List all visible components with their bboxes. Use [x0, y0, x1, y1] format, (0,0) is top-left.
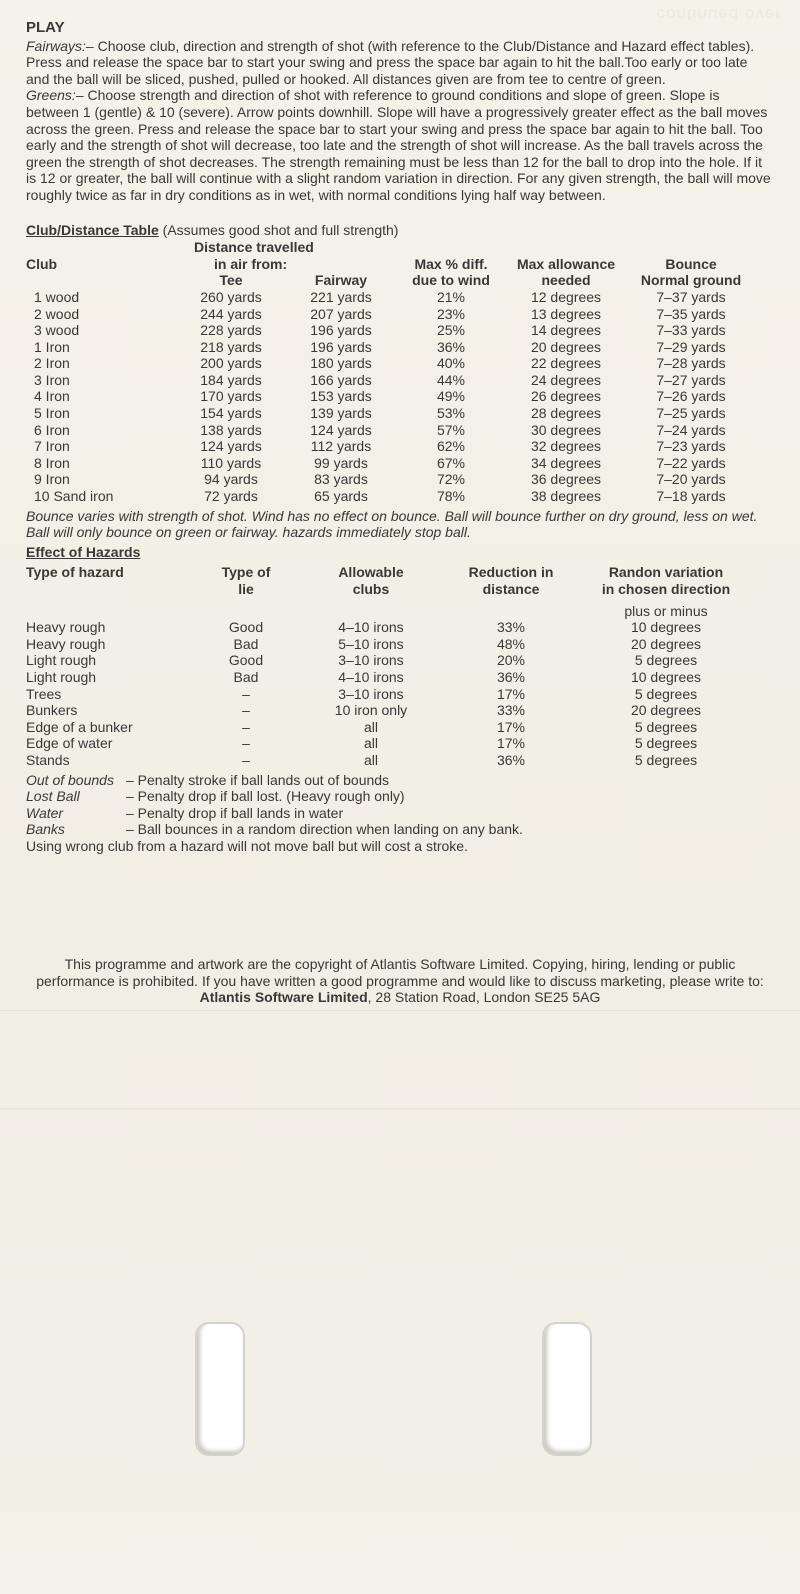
wind-cell: 40%: [436, 355, 466, 372]
greens-paragraph: [26, 87, 774, 203]
reduction-header-2: distance: [482, 581, 540, 597]
clubs-cell: all: [363, 751, 378, 768]
club-cell: 1 wood: [34, 288, 80, 305]
club-cell: 6 Iron: [34, 421, 70, 438]
fairway-cell: 153 yards: [310, 388, 372, 405]
bounce-header-2: Normal ground: [640, 272, 742, 289]
table-row: [26, 289, 756, 306]
wind-cell: 21%: [436, 288, 466, 305]
hazard-key-label: Lost Ball: [26, 788, 80, 805]
play-heading: PLAY: [26, 19, 65, 36]
allowance-cell: 26 degrees: [530, 388, 602, 405]
hazard-type-cell: Heavy rough: [26, 635, 106, 652]
wind-cell: 25%: [436, 322, 466, 339]
fairway-cell: 221 yards: [310, 288, 372, 305]
wind-cell: 53%: [436, 405, 466, 422]
table-row: [26, 438, 756, 455]
cassette-slot-left: [195, 1322, 245, 1456]
table-row: [26, 388, 756, 405]
bounce-cell: 7–29 yards: [656, 338, 726, 355]
hazard-type-cell: Trees: [26, 685, 62, 702]
copyright-text: This programme and artwork are the copyright of Atlantis Software Limited. Copying, hiring, lending or public performance is prohibited. If you have written a good programme and would like to discuss marketing, please write to:: [36, 956, 764, 989]
club-cell: 1 Iron: [34, 338, 70, 355]
fold-line: [0, 1108, 800, 1110]
tee-cell: 110 yards: [200, 454, 262, 471]
table-row: [26, 405, 756, 422]
allowance-cell: 22 degrees: [530, 355, 602, 372]
hazard-key-text: – Penalty drop if ball lands in water: [126, 804, 344, 821]
table-row: [26, 619, 756, 636]
variation-cell: 5 degrees: [634, 685, 698, 702]
table-header-row: [26, 239, 756, 256]
hazard-key-label: Water: [26, 804, 64, 821]
hazard-key-text: – Penalty drop if ball lost. (Heavy rough only): [126, 788, 405, 805]
table-header-row: [26, 272, 756, 289]
hazards-table-body: [26, 619, 756, 768]
variation-cell: 5 degrees: [634, 735, 698, 752]
greens-label: Greens:: [26, 87, 76, 104]
tee-cell: 170 yards: [200, 388, 262, 405]
table-row: [26, 636, 756, 653]
tee-cell: 228 yards: [200, 322, 262, 339]
bounce-cell: 7–28 yards: [656, 355, 726, 372]
lie-cell: –: [242, 702, 250, 719]
club-header: Club: [26, 255, 58, 272]
tee-cell: 260 yards: [200, 288, 262, 305]
reduction-cell: 17%: [496, 685, 526, 702]
fairway-cell: 207 yards: [310, 305, 372, 322]
hazard-type-cell: Edge of water: [26, 735, 113, 752]
reduction-cell: 17%: [496, 718, 526, 735]
lie-cell: –: [242, 735, 250, 752]
variation-cell: 5 degrees: [634, 652, 698, 669]
fairway-cell: 99 yards: [314, 454, 368, 471]
show-through-text: continued over: [656, 5, 782, 24]
club-cell: 4 Iron: [34, 388, 70, 405]
table-header-row: [26, 598, 756, 620]
clubs-cell: 4–10 irons: [338, 619, 404, 636]
table-header-row: [26, 581, 756, 598]
allowance-cell: 32 degrees: [530, 438, 602, 455]
bounce-cell: 7–33 yards: [656, 322, 726, 339]
wind-cell: 67%: [436, 454, 466, 471]
hazard-key: [26, 772, 774, 838]
bounce-cell: 7–22 yards: [656, 454, 726, 471]
table-row: [26, 322, 756, 339]
allowance-cell: 34 degrees: [530, 454, 602, 471]
company-address: , 28 Station Road, London SE25 5AG: [367, 989, 601, 1006]
fairway-cell: 139 yards: [310, 405, 372, 422]
hazard-key-text: – Penalty stroke if ball lands out of bounds: [126, 771, 390, 788]
fairways-paragraph: [26, 38, 774, 88]
tee-cell: 244 yards: [200, 305, 262, 322]
bounce-cell: 7–26 yards: [656, 388, 726, 405]
table-row: [26, 488, 756, 505]
distance-header-1: Distance travelled: [194, 239, 314, 256]
club-cell: 2 wood: [34, 305, 80, 322]
variation-cell: 5 degrees: [634, 751, 698, 768]
club-cell: 10 Sand iron: [34, 488, 114, 505]
tee-cell: 200 yards: [200, 355, 262, 372]
hazard-type-cell: Stands: [26, 751, 70, 768]
bounce-cell: 7–23 yards: [656, 438, 726, 455]
table-row: [26, 306, 756, 323]
main-content: [26, 20, 774, 855]
hazard-key-label: Banks: [26, 821, 65, 838]
lie-cell: –: [242, 685, 250, 702]
tee-cell: 218 yards: [200, 338, 262, 355]
variation-header-1: Randon variation: [608, 564, 724, 581]
lie-cell: –: [242, 751, 250, 768]
variation-cell: 5 degrees: [634, 718, 698, 735]
wind-cell: 57%: [436, 421, 466, 438]
hazards-table: [26, 564, 756, 768]
club-table-body: [26, 289, 756, 505]
clubs-header-2: clubs: [352, 581, 390, 597]
lie-cell: –: [242, 718, 250, 735]
allow-header-1: Max allowance: [516, 255, 616, 272]
reduction-cell: 36%: [496, 751, 526, 768]
hazard-key-row: [26, 821, 774, 838]
variation-header-3: plus or minus: [624, 602, 708, 619]
tee-cell: 72 yards: [204, 488, 258, 505]
club-table-heading: [26, 222, 774, 239]
wrong-club-note: Using wrong club from a hazard will not move ball but will cost a stroke.: [26, 837, 468, 854]
clubs-cell: 10 iron only: [334, 702, 408, 719]
wind-cell: 49%: [436, 388, 466, 405]
bounce-cell: 7–18 yards: [656, 488, 726, 505]
hazard-type-cell: Heavy rough: [26, 619, 106, 636]
club-cell: 7 Iron: [34, 438, 70, 455]
clubs-cell: all: [363, 718, 378, 735]
hazards-title: Effect of Hazards: [26, 543, 141, 560]
bounce-header-1: Bounce: [665, 255, 717, 272]
table-row: [26, 372, 756, 389]
lie-header-2: lie: [238, 581, 254, 597]
tee-cell: 94 yards: [204, 471, 258, 488]
table-row: [26, 422, 756, 439]
bounce-cell: 7–24 yards: [656, 421, 726, 438]
bounce-cell: 7–27 yards: [656, 371, 726, 388]
bounce-cell: 7–37 yards: [656, 288, 726, 305]
allowance-cell: 30 degrees: [530, 421, 602, 438]
wind-cell: 78%: [436, 488, 466, 505]
fairway-cell: 180 yards: [310, 355, 372, 372]
clubs-cell: all: [363, 735, 378, 752]
fairway-cell: 166 yards: [310, 371, 372, 388]
reduction-cell: 48%: [496, 635, 526, 652]
table-row: [26, 355, 756, 372]
variation-cell: 20 degrees: [630, 702, 702, 719]
allowance-cell: 24 degrees: [530, 371, 602, 388]
fairways-text: – Choose club, direction and strength of shot (with reference to the Club/Distance and Hazard effect tables). Press and release the space bar to start your swing and press the space bar again to hit the ball.Too early or too late and the ball will be sliced, pushed, pulled or hooked. All distances given are from tee to centre of green.: [26, 37, 755, 87]
reduction-cell: 33%: [496, 702, 526, 719]
wind-header-1: Max % diff.: [414, 255, 488, 272]
table-row: [26, 471, 756, 488]
hazard-key-row: [26, 772, 774, 789]
bounce-cell: 7–20 yards: [656, 471, 726, 488]
hazard-key-row: [26, 805, 774, 822]
hazard-type-cell: Light rough: [26, 668, 97, 685]
table-header-row: [26, 564, 756, 581]
allowance-cell: 13 degrees: [530, 305, 602, 322]
fairway-cell: 196 yards: [310, 322, 372, 339]
distance-header-2: in air from:: [214, 255, 288, 272]
hazard-key-text: – Ball bounces in a random direction when landing on any bank.: [126, 821, 523, 838]
table-header-row: [26, 256, 756, 273]
wind-cell: 36%: [436, 338, 466, 355]
wind-cell: 44%: [436, 371, 466, 388]
hazard-key-label: Out of bounds: [26, 771, 114, 788]
table-row: [26, 669, 756, 686]
bounce-cell: 7–35 yards: [656, 305, 726, 322]
fairway-cell: 83 yards: [314, 471, 368, 488]
table-row: [26, 455, 756, 472]
allowance-cell: 14 degrees: [530, 322, 602, 339]
hazard-type-cell: Bunkers: [26, 702, 78, 719]
fold-line: [0, 1010, 800, 1011]
table-row: [26, 702, 756, 719]
reduction-header-1: Reduction in: [468, 564, 554, 581]
tee-cell: 124 yards: [200, 438, 262, 455]
lie-cell: Good: [228, 619, 264, 636]
fairway-cell: 65 yards: [314, 488, 368, 505]
table-row: [26, 735, 756, 752]
clubs-cell: 3–10 irons: [338, 652, 404, 669]
table-row: [26, 339, 756, 356]
table-row: [26, 686, 756, 703]
table-row: [26, 652, 756, 669]
fairway-cell: 196 yards: [310, 338, 372, 355]
tee-cell: 154 yards: [200, 405, 262, 422]
club-table-title: Club/Distance Table: [26, 221, 159, 238]
cassette-slot-right: [542, 1322, 592, 1456]
hazard-key-row: [26, 788, 774, 805]
reduction-cell: 33%: [496, 619, 526, 636]
club-cell: 9 Iron: [34, 471, 70, 488]
fairway-header: Fairway: [314, 272, 368, 289]
allow-header-2: needed: [541, 272, 591, 289]
reduction-cell: 20%: [496, 652, 526, 669]
lie-cell: Good: [228, 652, 264, 669]
allowance-cell: 28 degrees: [530, 405, 602, 422]
wind-header-2: due to wind: [412, 272, 490, 289]
fairways-label: Fairways:: [26, 37, 86, 54]
wind-cell: 72%: [436, 471, 466, 488]
club-cell: 8 Iron: [34, 454, 70, 471]
bounce-note: Bounce varies with strength of shot. Wind has no effect on bounce. Ball will bounce further on dry ground, less on wet. Ball will only bounce on green or fairway. hazards immediately stop ball.: [26, 507, 758, 541]
fairway-cell: 124 yards: [310, 421, 372, 438]
bounce-cell: 7–25 yards: [656, 405, 726, 422]
club-distance-table: [26, 239, 756, 505]
hazards-heading: [26, 544, 774, 561]
reduction-cell: 36%: [496, 668, 526, 685]
wind-cell: 62%: [436, 438, 466, 455]
club-cell: 5 Iron: [34, 405, 70, 422]
clubs-header-1: Allowable: [338, 564, 404, 581]
allowance-cell: 36 degrees: [530, 471, 602, 488]
wind-cell: 23%: [436, 305, 466, 322]
fairway-cell: 112 yards: [310, 438, 372, 455]
club-cell: 2 Iron: [34, 355, 70, 372]
reduction-cell: 17%: [496, 735, 526, 752]
lie-header-1: Type of: [221, 564, 271, 581]
hazard-type-cell: Light rough: [26, 652, 97, 669]
copyright-notice: [26, 956, 774, 1006]
table-row: [26, 752, 756, 769]
clubs-cell: 3–10 irons: [338, 685, 404, 702]
company-name: Atlantis Software Limited: [199, 989, 368, 1006]
clubs-cell: 4–10 irons: [338, 668, 404, 685]
tee-cell: 138 yards: [200, 421, 262, 438]
allowance-cell: 38 degrees: [530, 488, 602, 505]
tee-cell: 184 yards: [200, 371, 262, 388]
variation-cell: 10 degrees: [630, 619, 702, 636]
hazard-type-cell: Edge of a bunker: [26, 718, 133, 735]
variation-cell: 20 degrees: [630, 635, 702, 652]
variation-header-2: in chosen direction: [601, 581, 731, 597]
lie-cell: Bad: [233, 668, 259, 685]
allowance-cell: 20 degrees: [530, 338, 602, 355]
hazard-type-header: Type of hazard: [26, 564, 124, 581]
club-cell: 3 wood: [34, 322, 80, 339]
clubs-cell: 5–10 irons: [338, 635, 404, 652]
lie-cell: Bad: [233, 635, 259, 652]
tee-header: Tee: [219, 272, 243, 289]
table-row: [26, 719, 756, 736]
allowance-cell: 12 degrees: [530, 288, 602, 305]
club-cell: 3 Iron: [34, 371, 70, 388]
variation-cell: 10 degrees: [630, 668, 702, 685]
greens-text: – Choose strength and direction of shot with reference to ground conditions and slope of green. Slope is between 1 (gentle) & 10 (severe). Arrow points downhill. Slope will have a progressively greater effect as the ball moves across the green. Press and release the space bar to start your swing and press the space bar again to hit the ball. Too early and the strength of shot will decrease, too late and the strength of shot will increase. As the ball travels across the green the strength of shot decreases. The strength remaining must be less than 12 for the ball to drop into the hole. If it is 12 or greater, the ball will continue with a slight random variation in direction. For any given strength, the ball will move roughly twice as far in dry conditions as in wet, with normal conditions lying half way between.: [26, 87, 771, 203]
club-table-subtitle: (Assumes good shot and full strength): [162, 221, 399, 238]
